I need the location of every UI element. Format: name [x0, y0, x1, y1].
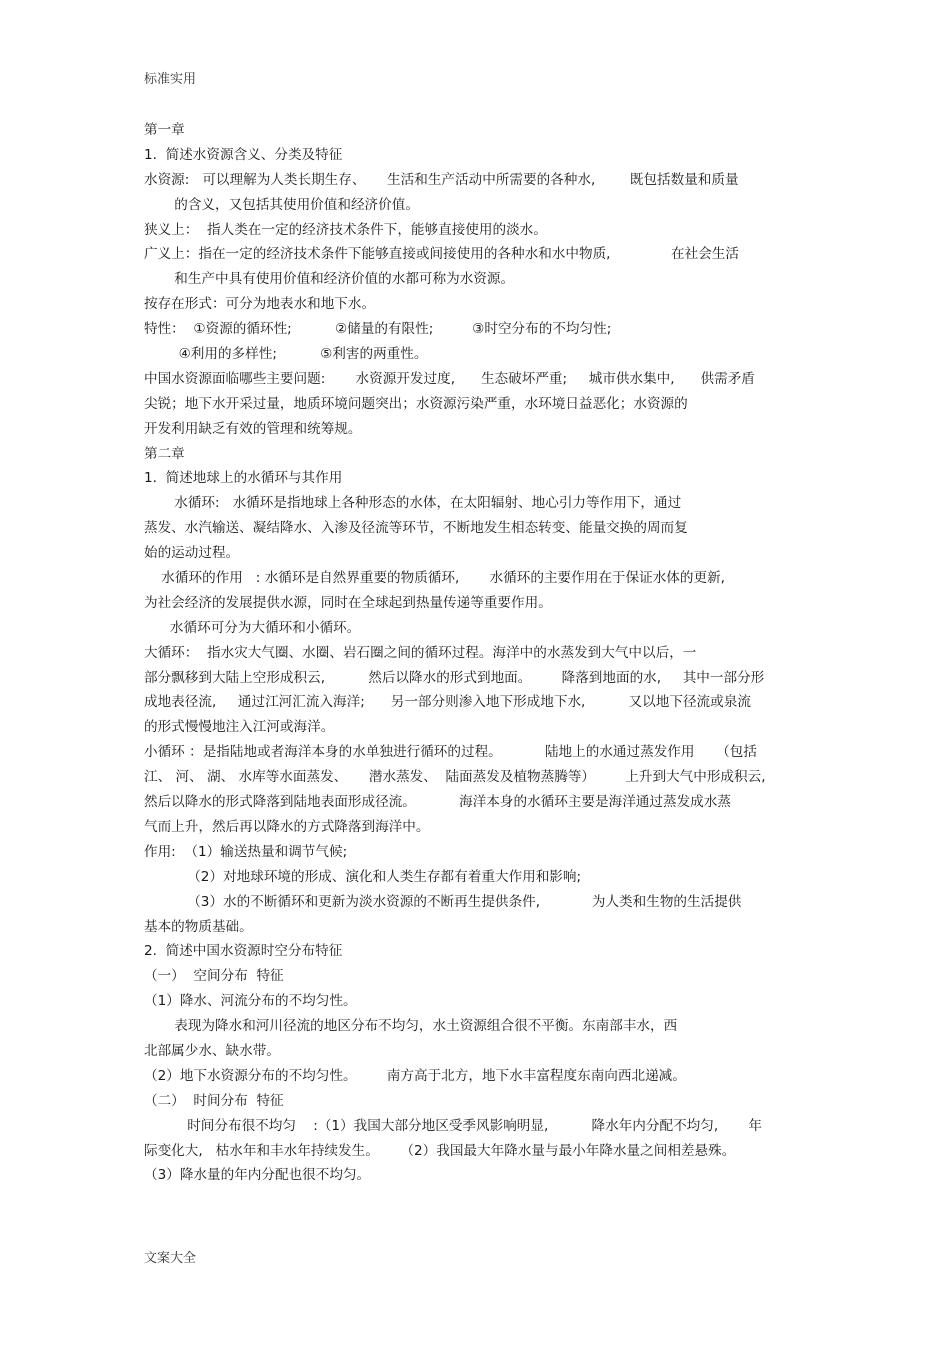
- text-line: 时间分布很不均匀 :（1）我国大部分地区受季风影响明显, 降水年内分配不均匀, 年: [144, 1117, 763, 1134]
- text-line: 开发利用缺乏有效的管理和统筹规。: [144, 420, 362, 437]
- text-line: 始的运动过程。: [144, 545, 240, 562]
- text-line: 第一章: [144, 122, 185, 138]
- text-line: 气而上升，然后再以降水的方式降落到海洋中。: [144, 818, 430, 835]
- text-line: ④利用的多样性; ⑤利害的两重性。: [144, 346, 428, 363]
- text-line: 水循环可分为大循环和小循环。: [144, 619, 361, 636]
- text-line: 水循环的作用 : 水循环是自然界重要的物质循环, 水循环的主要作用在于保证水体的更新,: [144, 570, 726, 587]
- text-line: 成地表径流, 通过江河汇流入海洋; 另一部分则渗入地下形成地下水, 又以地下径流或泉流: [144, 694, 751, 711]
- text-line: 基本的物质基础。: [144, 918, 253, 935]
- text-line: （一） 空间分布 特征: [144, 968, 284, 985]
- text-line: 水资源: 可以理解为人类长期生存、 生活和生产活动中所需要的各种水, 既包括数量和质量: [144, 171, 739, 188]
- document-body: [144, 118, 824, 1188]
- text-line: 中国水资源面临哪些主要问题: 水资源开发过度, 生态破坏严重; 城市供水集中, 供需矛盾: [144, 370, 755, 387]
- text-line: 为社会经济的发展提供水源，同时在全球起到热量传递等重要作用。: [144, 594, 552, 611]
- text-line: 表现为降水和河川径流的地区分布不均匀，水土资源组合很不平衡。东南部丰水，西: [144, 1018, 678, 1035]
- text-line: 江、 河、 湖、 水库等水面蒸发、 潜水蒸发、 陆面蒸发及植物蒸腾等） 上升到大气中形成积云,: [144, 769, 766, 786]
- text-line: （1）降水、河流分布的不均匀性。: [144, 993, 357, 1010]
- text-line: 蒸发、水汽输送、凝结降水、入渗及径流等环节，不断地发生相态转变、能量交换的周而复: [144, 520, 688, 537]
- text-line: 第二章: [144, 445, 185, 462]
- text-line: 的形式慢慢地注入江河或海洋。: [144, 719, 335, 736]
- page-footer: 文案大全: [144, 1251, 197, 1266]
- page-header: 标准实用: [144, 72, 197, 87]
- text-line: 北部属少水、缺水带。: [144, 1042, 280, 1059]
- text-line: 部分飘移到大陆上空形成积云, 然后以降水的形式到地面。 降落到地面的水, 其中一部分形: [144, 669, 765, 686]
- text-line: 1. 简述水资源含义、分类及特征: [144, 146, 343, 163]
- text-line: 际变化大, 枯水年和丰水年持续发生。 （2）我国最大年降水量与最小年降水量之间相差悬殊。: [144, 1142, 736, 1159]
- text-line: 1. 简述地球上的水循环与其作用: [144, 470, 343, 487]
- text-line: （2）地下水资源分布的不均匀性。 南方高于北方，地下水丰富程度东南向西北递减。: [144, 1067, 686, 1084]
- text-line: 尖锐；地下水开采过量，地质环境问题突出；水资源污染严重，水环境日益恶化；水资源的: [144, 395, 688, 412]
- text-line: 水循环: 水循环是指地球上各种形态的水体，在太阳辐射、地心引力等作用下，通过: [144, 495, 682, 512]
- text-line: 作用: （1）输送热量和调节气候;: [144, 843, 348, 860]
- text-line: （二） 时间分布 特征: [144, 1092, 284, 1109]
- text-line: （3）降水量的年内分配也很不均匀。: [144, 1167, 371, 1184]
- text-line: 特性： ①资源的循环性; ②储量的有限性; ③时空分布的不均匀性;: [144, 321, 612, 338]
- text-line: 狭义上： 指人类在一定的经济技术条件下，能够直接使用的淡水。: [144, 221, 547, 238]
- text-line: 然后以降水的形式降落到陆地表面形成径流。 海洋本身的水循环主要是海洋通过蒸发成水蒸: [144, 794, 731, 811]
- text-line: 和生产中具有使用价值和经济价值的水都可称为水资源。: [144, 271, 515, 288]
- text-line: 按存在形式：可分为地表水和地下水。: [144, 296, 376, 313]
- text-line: 大循环： 指水灾大气圈、水圈、岩石圈之间的循环过程。海洋中的水蒸发到大气中以后，一: [144, 644, 697, 661]
- text-line: （3）水的不断循环和更新为淡水资源的不断再生提供条件, 为人类和生物的生活提供: [144, 893, 742, 910]
- text-line: 小循环 ：是指陆地或者海洋本身的水单独进行循环的过程。 陆地上的水通过蒸发作用 （包括: [144, 744, 757, 761]
- text-line: 2. 简述中国水资源时空分布特征: [144, 943, 343, 960]
- text-line: 广义上：指在一定的经济技术条件下能够直接或间接使用的各种水和水中物质, 在社会生活: [144, 246, 739, 263]
- text-line: （2）对地球环境的形成、演化和人类生存都有着重大作用和影响;: [144, 868, 582, 885]
- text-line: 的含义，又包括其使用价值和经济价值。: [144, 196, 419, 213]
